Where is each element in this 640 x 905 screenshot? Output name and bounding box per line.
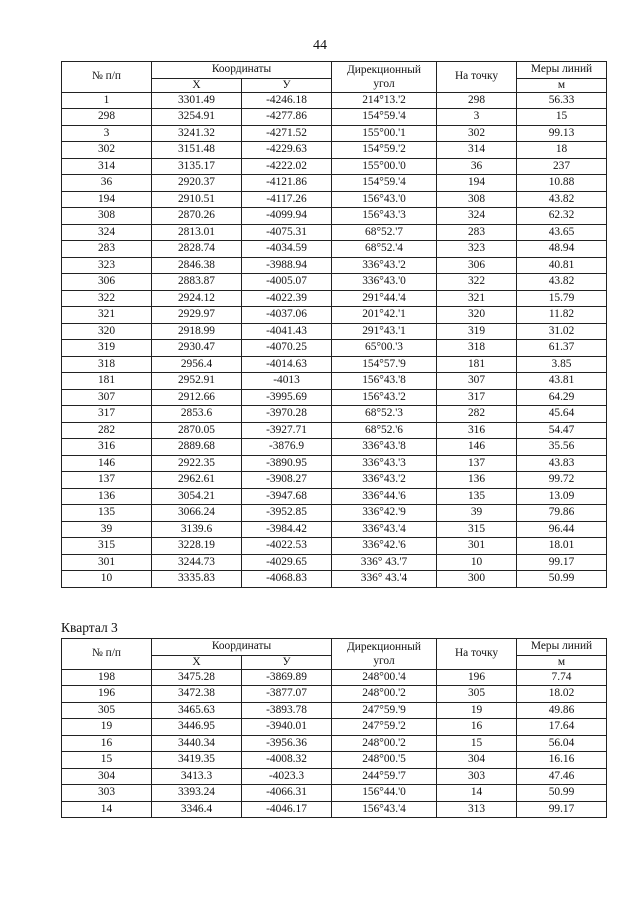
cell-x: 3335.83 bbox=[152, 571, 242, 588]
cell-point-number: 298 bbox=[62, 109, 152, 126]
table-row bbox=[62, 439, 607, 456]
cell-line-length: 99.72 bbox=[517, 472, 607, 489]
header-line-length-unit: м bbox=[517, 78, 607, 92]
cell-direction-angle: 68°52.'3 bbox=[332, 406, 437, 423]
cell-direction-angle: 336°43.'0 bbox=[332, 274, 437, 291]
cell-x: 3393.24 bbox=[152, 785, 242, 802]
cell-direction-angle: 68°52.'4 bbox=[332, 241, 437, 258]
cell-to-point: 306 bbox=[437, 257, 517, 274]
table-row bbox=[62, 686, 607, 703]
cell-point-number: 19 bbox=[62, 719, 152, 736]
cell-line-length: 50.99 bbox=[517, 785, 607, 802]
cell-to-point: 317 bbox=[437, 389, 517, 406]
header-x: Х bbox=[152, 78, 242, 92]
cell-to-point: 308 bbox=[437, 191, 517, 208]
table-row bbox=[62, 290, 607, 307]
cell-point-number: 302 bbox=[62, 142, 152, 159]
table-row bbox=[62, 125, 607, 142]
table-2-body bbox=[62, 669, 607, 818]
table-row bbox=[62, 109, 607, 126]
cell-line-length: 45.64 bbox=[517, 406, 607, 423]
header-line-length-unit: м bbox=[517, 655, 607, 669]
cell-direction-angle: 65°00.'3 bbox=[332, 340, 437, 357]
cell-to-point: 19 bbox=[437, 702, 517, 719]
cell-y: -4229.63 bbox=[242, 142, 332, 159]
cell-to-point: 303 bbox=[437, 768, 517, 785]
cell-point-number: 198 bbox=[62, 669, 152, 686]
cell-x: 3346.4 bbox=[152, 801, 242, 818]
cell-point-number: 194 bbox=[62, 191, 152, 208]
cell-direction-angle: 336°44.'6 bbox=[332, 488, 437, 505]
cell-x: 3054.21 bbox=[152, 488, 242, 505]
cell-point-number: 321 bbox=[62, 307, 152, 324]
cell-direction-angle: 155°00.'1 bbox=[332, 125, 437, 142]
cell-point-number: 315 bbox=[62, 538, 152, 555]
cell-to-point: 300 bbox=[437, 571, 517, 588]
cell-x: 3241.32 bbox=[152, 125, 242, 142]
cell-x: 3446.95 bbox=[152, 719, 242, 736]
cell-point-number: 308 bbox=[62, 208, 152, 225]
cell-direction-angle: 155°00.'0 bbox=[332, 158, 437, 175]
cell-to-point: 16 bbox=[437, 719, 517, 736]
cell-to-point: 315 bbox=[437, 521, 517, 538]
cell-line-length: 49.86 bbox=[517, 702, 607, 719]
table-row bbox=[62, 406, 607, 423]
cell-line-length: 13.09 bbox=[517, 488, 607, 505]
cell-y: -4070.25 bbox=[242, 340, 332, 357]
table-row bbox=[62, 158, 607, 175]
cell-to-point: 137 bbox=[437, 455, 517, 472]
cell-x: 2929.97 bbox=[152, 307, 242, 324]
cell-direction-angle: 154°59.'4 bbox=[332, 109, 437, 126]
cell-point-number: 307 bbox=[62, 389, 152, 406]
table-row bbox=[62, 389, 607, 406]
cell-direction-angle: 248°00.'2 bbox=[332, 735, 437, 752]
cell-y: -3877.07 bbox=[242, 686, 332, 703]
cell-y: -4068.83 bbox=[242, 571, 332, 588]
cell-point-number: 304 bbox=[62, 768, 152, 785]
cell-x: 2889.68 bbox=[152, 439, 242, 456]
cell-direction-angle: 156°43.'8 bbox=[332, 373, 437, 390]
cell-x: 3151.48 bbox=[152, 142, 242, 159]
cell-point-number: 320 bbox=[62, 323, 152, 340]
cell-to-point: 324 bbox=[437, 208, 517, 225]
cell-x: 3440.34 bbox=[152, 735, 242, 752]
cell-line-length: 15 bbox=[517, 109, 607, 126]
header-direction-angle-line1: Дирекционный bbox=[347, 63, 421, 76]
cell-y: -4075.31 bbox=[242, 224, 332, 241]
cell-line-length: 15.79 bbox=[517, 290, 607, 307]
cell-line-length: 17.64 bbox=[517, 719, 607, 736]
cell-line-length: 3.85 bbox=[517, 356, 607, 373]
cell-line-length: 79.86 bbox=[517, 505, 607, 522]
cell-line-length: 56.33 bbox=[517, 92, 607, 109]
cell-line-length: 50.99 bbox=[517, 571, 607, 588]
cell-x: 3419.35 bbox=[152, 752, 242, 769]
cell-direction-angle: 336°42.'6 bbox=[332, 538, 437, 555]
cell-direction-angle: 156°44.'0 bbox=[332, 785, 437, 802]
table-row bbox=[62, 175, 607, 192]
cell-x: 2918.99 bbox=[152, 323, 242, 340]
cell-point-number: 319 bbox=[62, 340, 152, 357]
cell-direction-angle: 156°43.'2 bbox=[332, 389, 437, 406]
cell-point-number: 137 bbox=[62, 472, 152, 489]
table-row bbox=[62, 224, 607, 241]
table-row bbox=[62, 307, 607, 324]
cell-to-point: 136 bbox=[437, 472, 517, 489]
header-direction-angle-line2: угол bbox=[373, 77, 395, 90]
cell-line-length: 16.16 bbox=[517, 752, 607, 769]
cell-to-point: 135 bbox=[437, 488, 517, 505]
cell-to-point: 319 bbox=[437, 323, 517, 340]
cell-x: 2870.05 bbox=[152, 422, 242, 439]
cell-y: -4099.94 bbox=[242, 208, 332, 225]
header-direction-angle-line1: Дирекционный bbox=[347, 640, 421, 653]
cell-y: -3908.27 bbox=[242, 472, 332, 489]
header-num: № п/п bbox=[62, 639, 152, 670]
cell-direction-angle: 248°00.'5 bbox=[332, 752, 437, 769]
coordinates-table-2 bbox=[61, 638, 607, 818]
cell-x: 2870.26 bbox=[152, 208, 242, 225]
table-row bbox=[62, 702, 607, 719]
cell-y: -3952.85 bbox=[242, 505, 332, 522]
cell-to-point: 146 bbox=[437, 439, 517, 456]
cell-direction-angle: 291°44.'4 bbox=[332, 290, 437, 307]
table-row bbox=[62, 521, 607, 538]
cell-point-number: 181 bbox=[62, 373, 152, 390]
header-coordinates: Координаты bbox=[152, 639, 332, 656]
cell-point-number: 324 bbox=[62, 224, 152, 241]
cell-x: 3472.38 bbox=[152, 686, 242, 703]
cell-direction-angle: 247°59.'9 bbox=[332, 702, 437, 719]
cell-to-point: 15 bbox=[437, 735, 517, 752]
cell-point-number: 316 bbox=[62, 439, 152, 456]
table-row bbox=[62, 323, 607, 340]
cell-x: 2828.74 bbox=[152, 241, 242, 258]
table-row bbox=[62, 801, 607, 818]
cell-y: -4022.53 bbox=[242, 538, 332, 555]
cell-y: -3956.36 bbox=[242, 735, 332, 752]
cell-y: -4121.86 bbox=[242, 175, 332, 192]
cell-y: -4014.63 bbox=[242, 356, 332, 373]
cell-line-length: 43.82 bbox=[517, 191, 607, 208]
cell-line-length: 99.17 bbox=[517, 554, 607, 571]
cell-point-number: 136 bbox=[62, 488, 152, 505]
cell-line-length: 54.47 bbox=[517, 422, 607, 439]
cell-point-number: 135 bbox=[62, 505, 152, 522]
table-row bbox=[62, 488, 607, 505]
table-row bbox=[62, 356, 607, 373]
page-number: 44 bbox=[313, 38, 327, 53]
table-row bbox=[62, 142, 607, 159]
table-row bbox=[62, 472, 607, 489]
cell-x: 3301.49 bbox=[152, 92, 242, 109]
header-direction-angle bbox=[332, 62, 437, 93]
cell-direction-angle: 336° 43.'7 bbox=[332, 554, 437, 571]
cell-point-number: 283 bbox=[62, 241, 152, 258]
table-row bbox=[62, 669, 607, 686]
cell-y: -4222.02 bbox=[242, 158, 332, 175]
cell-point-number: 301 bbox=[62, 554, 152, 571]
cell-to-point: 305 bbox=[437, 686, 517, 703]
cell-to-point: 304 bbox=[437, 752, 517, 769]
cell-y: -4271.52 bbox=[242, 125, 332, 142]
cell-point-number: 3 bbox=[62, 125, 152, 142]
cell-x: 2956.4 bbox=[152, 356, 242, 373]
cell-to-point: 318 bbox=[437, 340, 517, 357]
cell-to-point: 283 bbox=[437, 224, 517, 241]
header-num: № п/п bbox=[62, 62, 152, 93]
cell-direction-angle: 154°59.'2 bbox=[332, 142, 437, 159]
cell-y: -4246.18 bbox=[242, 92, 332, 109]
table-row bbox=[62, 505, 607, 522]
cell-to-point: 301 bbox=[437, 538, 517, 555]
cell-y: -4008.32 bbox=[242, 752, 332, 769]
table-row bbox=[62, 340, 607, 357]
cell-x: 3254.91 bbox=[152, 109, 242, 126]
cell-to-point: 316 bbox=[437, 422, 517, 439]
cell-direction-angle: 336°43.'3 bbox=[332, 455, 437, 472]
cell-point-number: 317 bbox=[62, 406, 152, 423]
header-line-length: Меры линий bbox=[517, 639, 607, 656]
cell-y: -4013 bbox=[242, 373, 332, 390]
table-row bbox=[62, 208, 607, 225]
header-to-point: На точку bbox=[437, 639, 517, 670]
header-direction-angle bbox=[332, 639, 437, 670]
cell-point-number: 305 bbox=[62, 702, 152, 719]
cell-x: 3139.6 bbox=[152, 521, 242, 538]
cell-line-length: 18 bbox=[517, 142, 607, 159]
cell-to-point: 194 bbox=[437, 175, 517, 192]
cell-line-length: 7.74 bbox=[517, 669, 607, 686]
cell-x: 3475.28 bbox=[152, 669, 242, 686]
cell-line-length: 99.17 bbox=[517, 801, 607, 818]
table-row bbox=[62, 274, 607, 291]
cell-direction-angle: 336°43.'8 bbox=[332, 439, 437, 456]
cell-to-point: 3 bbox=[437, 109, 517, 126]
cell-x: 2912.66 bbox=[152, 389, 242, 406]
cell-point-number: 36 bbox=[62, 175, 152, 192]
cell-point-number: 196 bbox=[62, 686, 152, 703]
cell-y: -4034.59 bbox=[242, 241, 332, 258]
cell-to-point: 298 bbox=[437, 92, 517, 109]
cell-to-point: 39 bbox=[437, 505, 517, 522]
table-row bbox=[62, 422, 607, 439]
cell-point-number: 1 bbox=[62, 92, 152, 109]
cell-line-length: 11.82 bbox=[517, 307, 607, 324]
cell-line-length: 10.88 bbox=[517, 175, 607, 192]
cell-x: 2846.38 bbox=[152, 257, 242, 274]
cell-y: -4029.65 bbox=[242, 554, 332, 571]
cell-y: -4022.39 bbox=[242, 290, 332, 307]
header-line-length: Меры линий bbox=[517, 62, 607, 79]
table-row bbox=[62, 92, 607, 109]
cell-line-length: 47.46 bbox=[517, 768, 607, 785]
cell-direction-angle: 336°43.'2 bbox=[332, 472, 437, 489]
cell-point-number: 314 bbox=[62, 158, 152, 175]
cell-line-length: 237 bbox=[517, 158, 607, 175]
cell-line-length: 56.04 bbox=[517, 735, 607, 752]
table-row bbox=[62, 373, 607, 390]
cell-x: 3066.24 bbox=[152, 505, 242, 522]
cell-to-point: 10 bbox=[437, 554, 517, 571]
cell-to-point: 196 bbox=[437, 669, 517, 686]
cell-line-length: 43.83 bbox=[517, 455, 607, 472]
cell-y: -3940.01 bbox=[242, 719, 332, 736]
cell-y: -3947.68 bbox=[242, 488, 332, 505]
cell-line-length: 99.13 bbox=[517, 125, 607, 142]
cell-to-point: 307 bbox=[437, 373, 517, 390]
cell-x: 2813.01 bbox=[152, 224, 242, 241]
cell-to-point: 181 bbox=[437, 356, 517, 373]
cell-point-number: 282 bbox=[62, 422, 152, 439]
cell-y: -4046.17 bbox=[242, 801, 332, 818]
cell-y: -4066.31 bbox=[242, 785, 332, 802]
cell-x: 2962.61 bbox=[152, 472, 242, 489]
cell-x: 2930.47 bbox=[152, 340, 242, 357]
table-row bbox=[62, 719, 607, 736]
header-to-point: На точку bbox=[437, 62, 517, 93]
cell-to-point: 282 bbox=[437, 406, 517, 423]
cell-point-number: 14 bbox=[62, 801, 152, 818]
cell-line-length: 18.02 bbox=[517, 686, 607, 703]
cell-to-point: 302 bbox=[437, 125, 517, 142]
cell-line-length: 35.56 bbox=[517, 439, 607, 456]
cell-direction-angle: 154°57.'9 bbox=[332, 356, 437, 373]
cell-y: -3927.71 bbox=[242, 422, 332, 439]
cell-line-length: 31.02 bbox=[517, 323, 607, 340]
cell-to-point: 314 bbox=[437, 142, 517, 159]
table-row bbox=[62, 571, 607, 588]
cell-direction-angle: 248°00.'4 bbox=[332, 669, 437, 686]
cell-point-number: 322 bbox=[62, 290, 152, 307]
cell-x: 3244.73 bbox=[152, 554, 242, 571]
cell-line-length: 48.94 bbox=[517, 241, 607, 258]
cell-point-number: 146 bbox=[62, 455, 152, 472]
cell-x: 2920.37 bbox=[152, 175, 242, 192]
cell-y: -3893.78 bbox=[242, 702, 332, 719]
cell-point-number: 39 bbox=[62, 521, 152, 538]
cell-to-point: 323 bbox=[437, 241, 517, 258]
cell-line-length: 43.65 bbox=[517, 224, 607, 241]
cell-direction-angle: 156°43.'3 bbox=[332, 208, 437, 225]
cell-direction-angle: 214°13.'2 bbox=[332, 92, 437, 109]
header-coordinates: Координаты bbox=[152, 62, 332, 79]
cell-line-length: 96.44 bbox=[517, 521, 607, 538]
cell-point-number: 10 bbox=[62, 571, 152, 588]
coordinates-table-1 bbox=[61, 61, 607, 588]
cell-to-point: 14 bbox=[437, 785, 517, 802]
cell-line-length: 18.01 bbox=[517, 538, 607, 555]
cell-y: -3995.69 bbox=[242, 389, 332, 406]
table-row bbox=[62, 455, 607, 472]
cell-direction-angle: 68°52.'7 bbox=[332, 224, 437, 241]
cell-to-point: 321 bbox=[437, 290, 517, 307]
cell-y: -3988.94 bbox=[242, 257, 332, 274]
table-row bbox=[62, 241, 607, 258]
cell-point-number: 306 bbox=[62, 274, 152, 291]
cell-x: 2910.51 bbox=[152, 191, 242, 208]
cell-point-number: 303 bbox=[62, 785, 152, 802]
cell-y: -3970.28 bbox=[242, 406, 332, 423]
cell-x: 2922.35 bbox=[152, 455, 242, 472]
cell-to-point: 36 bbox=[437, 158, 517, 175]
cell-direction-angle: 201°42.'1 bbox=[332, 307, 437, 324]
header-direction-angle-line2: угол bbox=[373, 654, 395, 667]
table-row bbox=[62, 768, 607, 785]
cell-x: 3465.63 bbox=[152, 702, 242, 719]
table-row bbox=[62, 257, 607, 274]
cell-line-length: 64.29 bbox=[517, 389, 607, 406]
table-row bbox=[62, 735, 607, 752]
cell-x: 3228.19 bbox=[152, 538, 242, 555]
cell-x: 2952.91 bbox=[152, 373, 242, 390]
cell-to-point: 320 bbox=[437, 307, 517, 324]
cell-point-number: 15 bbox=[62, 752, 152, 769]
cell-y: -4037.06 bbox=[242, 307, 332, 324]
cell-y: -4277.86 bbox=[242, 109, 332, 126]
cell-x: 3413.3 bbox=[152, 768, 242, 785]
cell-y: -4023.3 bbox=[242, 768, 332, 785]
cell-line-length: 43.82 bbox=[517, 274, 607, 291]
cell-direction-angle: 336° 43.'4 bbox=[332, 571, 437, 588]
table-row bbox=[62, 538, 607, 555]
cell-x: 3135.17 bbox=[152, 158, 242, 175]
cell-direction-angle: 336°43.'4 bbox=[332, 521, 437, 538]
cell-direction-angle: 336°43.'2 bbox=[332, 257, 437, 274]
cell-y: -3890.95 bbox=[242, 455, 332, 472]
cell-point-number: 323 bbox=[62, 257, 152, 274]
cell-x: 2924.12 bbox=[152, 290, 242, 307]
cell-direction-angle: 156°43.'4 bbox=[332, 801, 437, 818]
table-row bbox=[62, 191, 607, 208]
cell-direction-angle: 156°43.'0 bbox=[332, 191, 437, 208]
section-title: Квартал 3 bbox=[61, 620, 118, 635]
cell-direction-angle: 154°59.'4 bbox=[332, 175, 437, 192]
table-row bbox=[62, 752, 607, 769]
header-x: Х bbox=[152, 655, 242, 669]
cell-direction-angle: 247°59.'2 bbox=[332, 719, 437, 736]
cell-y: -4005.07 bbox=[242, 274, 332, 291]
cell-line-length: 40.81 bbox=[517, 257, 607, 274]
cell-y: -3876.9 bbox=[242, 439, 332, 456]
cell-y: -3869.89 bbox=[242, 669, 332, 686]
cell-y: -4041.43 bbox=[242, 323, 332, 340]
cell-line-length: 61.37 bbox=[517, 340, 607, 357]
cell-point-number: 318 bbox=[62, 356, 152, 373]
cell-direction-angle: 336°42.'9 bbox=[332, 505, 437, 522]
table-row bbox=[62, 785, 607, 802]
table-1-body bbox=[62, 92, 607, 587]
cell-y: -4117.26 bbox=[242, 191, 332, 208]
header-y: У bbox=[242, 655, 332, 669]
cell-x: 2883.87 bbox=[152, 274, 242, 291]
cell-line-length: 43.81 bbox=[517, 373, 607, 390]
cell-to-point: 322 bbox=[437, 274, 517, 291]
cell-line-length: 62.32 bbox=[517, 208, 607, 225]
cell-to-point: 313 bbox=[437, 801, 517, 818]
header-y: У bbox=[242, 78, 332, 92]
cell-x: 2853.6 bbox=[152, 406, 242, 423]
cell-direction-angle: 244°59.'7 bbox=[332, 768, 437, 785]
cell-direction-angle: 68°52.'6 bbox=[332, 422, 437, 439]
cell-point-number: 16 bbox=[62, 735, 152, 752]
cell-direction-angle: 248°00.'2 bbox=[332, 686, 437, 703]
cell-y: -3984.42 bbox=[242, 521, 332, 538]
cell-direction-angle: 291°43.'1 bbox=[332, 323, 437, 340]
table-row bbox=[62, 554, 607, 571]
